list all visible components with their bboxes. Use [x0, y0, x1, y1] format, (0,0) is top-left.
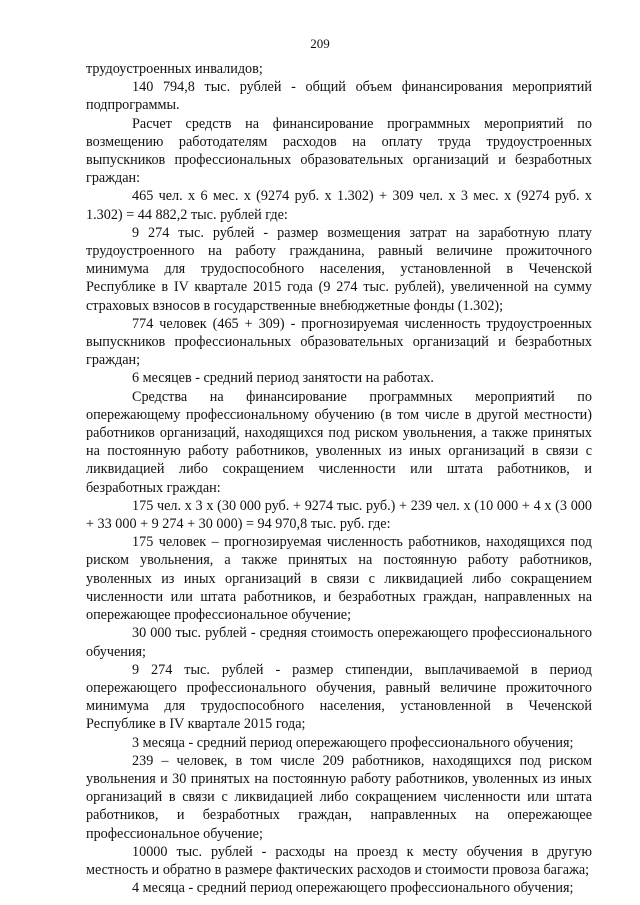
paragraph: 140 794,8 тыс. рублей - общий объем финансирования мероприятий подпрограммы. — [86, 79, 592, 114]
paragraph: 175 человек – прогнозируемая численность работников, находящихся под риском увольнения, а также принятых на постоянную работу работников, уволенных из иных организаций в связи с ликвидацией либо сокращением численности или штата работников, и безработных граждан, направленных на опережающее профессиональное обучение; — [86, 534, 592, 624]
document-body — [86, 60, 592, 897]
paragraph: 30 000 тыс. рублей - средняя стоимость опережающего профессионального обучения; — [86, 625, 592, 660]
paragraph: 9 274 тыс. рублей - размер стипендии, выплачиваемой в период опережающего профессионального обучения, равный величине прожиточного минимума для трудоспособного населения, установленной в Чеченской Республике в IV квартале 2015 года; — [86, 661, 592, 733]
paragraph: 774 человек (465 + 309) - прогнозируемая численность трудоустроенных выпускников профессиональных образовательных организаций и безработных граждан; — [86, 315, 592, 369]
formula-paragraph: 465 чел. х 6 мес. х (9274 руб. х 1.302) + 309 чел. х 3 мес. х (9274 руб. х 1.302) = 44 882,2 тыс. рублей где: — [86, 188, 592, 223]
paragraph: 9 274 тыс. рублей - размер возмещения затрат на заработную плату трудоустроенного на работу гражданина, равный величине прожиточного минимума для трудоспособного населения, установленной в Чеченской Республике в IV квартале 2015 года (9 274 тыс. рублей), увеличенной на сумму страховых взносов в государственные внебюджетные фонды (1.302); — [86, 224, 592, 314]
paragraph: 4 месяца - средний период опережающего профессионального обучения; — [132, 880, 574, 897]
paragraph: 3 месяца - средний период опережающего профессионального обучения; — [132, 734, 574, 751]
paragraph: Расчет средств на финансирование программных мероприятий по возмещению работодателям расходов на оплату труда трудоустроенных выпускников профессиональных образовательных организаций и безработных граждан: — [86, 115, 592, 187]
formula-paragraph: 175 чел. х 3 х (30 000 руб. + 9274 тыс. руб.) + 239 чел. х (10 000 + 4 х (3 000 + 33 000 + 9 274 + 30 000) = 94 970,8 тыс. руб. где: — [86, 497, 592, 533]
page-number: 209 — [310, 36, 330, 51]
paragraph: Средства на финансирование программных мероприятий по опережающему профессиональному обучению (в том числе в другой местности) работников организаций, находящихся под риском увольнения, а также принятых на постоянную работу работников, уволенных из иных организаций в связи с ликвидацией либо сокращением численности или штата работников, и безработных граждан: — [86, 388, 592, 496]
paragraph: 10000 тыс. рублей - расходы на проезд к месту обучения в другую местность и обратно в размере фактических расходов и стоимости провоза багажа; — [86, 843, 592, 878]
paragraph: 239 – человек, в том числе 209 работников, находящихся под риском увольнения и 30 принятых на постоянную работу работников, уволенных из иных организаций в связи с ликвидацией либо сокращением численности или штата работников, и безработных граждан, направленных на опережающее профессиональное обучение; — [86, 752, 592, 842]
paragraph: 6 месяцев - средний период занятости на работах. — [132, 370, 434, 387]
paragraph: трудоустроенных инвалидов; — [86, 61, 263, 77]
